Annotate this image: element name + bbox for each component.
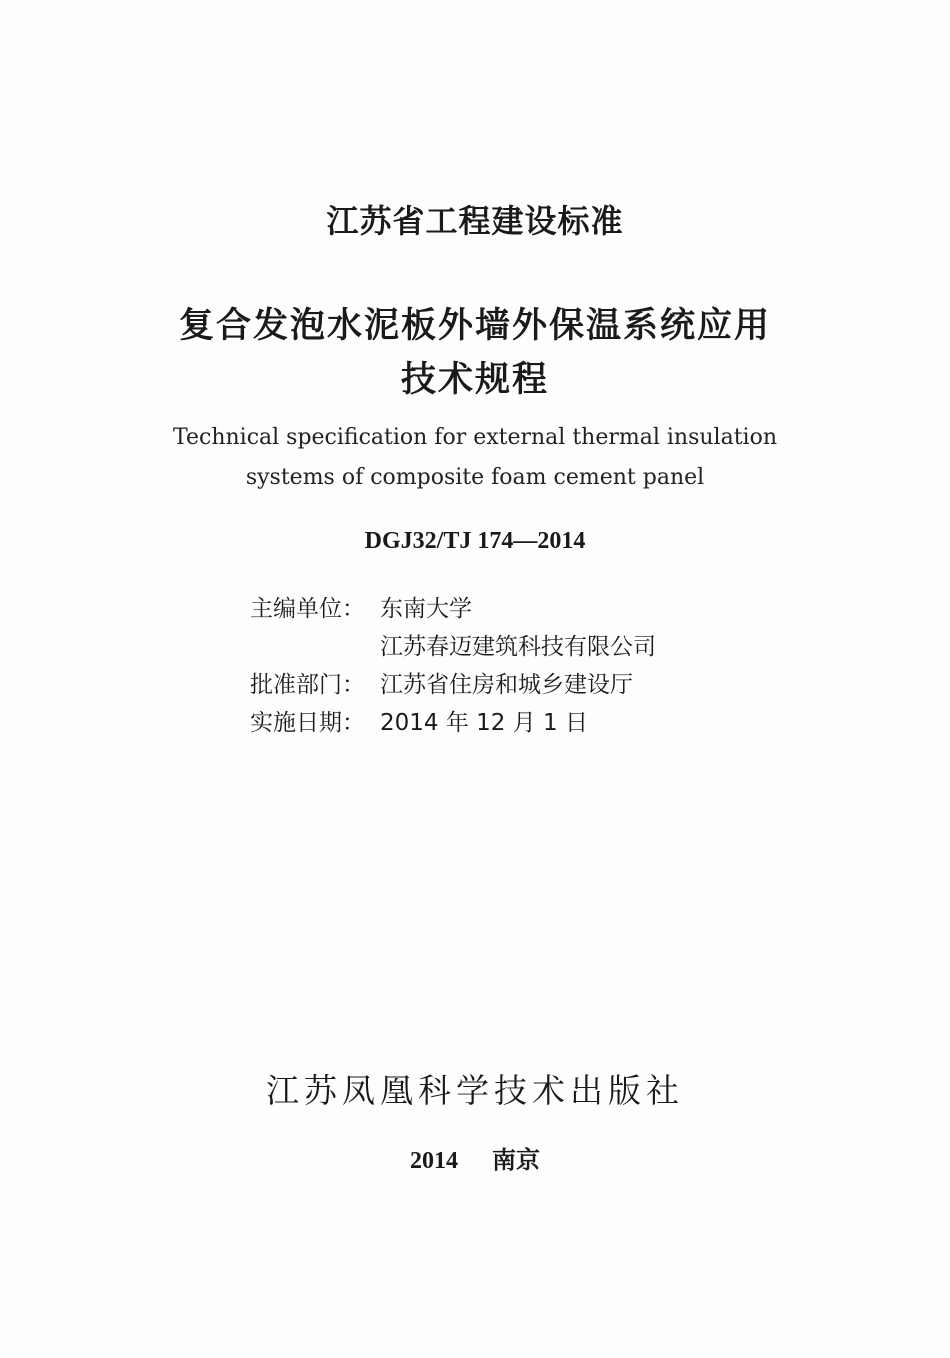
chief-editor-label: 主编单位：: [250, 596, 365, 622]
chief-editor-row-2: [250, 628, 656, 666]
empty-label: [250, 628, 380, 666]
publication-year: 2014: [410, 1148, 458, 1174]
approved-by-row: [250, 666, 656, 704]
standard-code: DGJ32/TJ 174—2014: [364, 528, 586, 554]
english-title-line-1: Technical specification for external thermal insulation: [173, 425, 777, 450]
chief-editor-value-2: 江苏春迈建筑科技有限公司: [380, 634, 656, 660]
standard-series: 江苏省工程建设标准: [326, 202, 624, 240]
publication-year-city: [0, 1140, 950, 1175]
approved-by-value: 江苏省住房和城乡建设厅: [380, 672, 633, 698]
publisher-name: 江苏凤凰科学技术出版社: [266, 1071, 684, 1110]
document-title-line-1: 复合发泡水泥板外墙外保温系统应用: [178, 306, 771, 346]
chief-editor-row: [250, 590, 656, 628]
effective-date-label: 实施日期：: [250, 710, 365, 736]
document-title-line-2: 技术规程: [400, 360, 549, 400]
effective-date-row: [250, 704, 656, 742]
english-title-line-2: systems of composite foam cement panel: [245, 465, 705, 490]
chief-editor-value: 东南大学: [380, 596, 472, 622]
effective-date-value: 2014 年 12 月 1 日: [380, 710, 588, 736]
approved-by-label: 批准部门：: [250, 672, 365, 698]
publication-city: 南京: [492, 1148, 540, 1174]
document-info: [250, 590, 656, 742]
